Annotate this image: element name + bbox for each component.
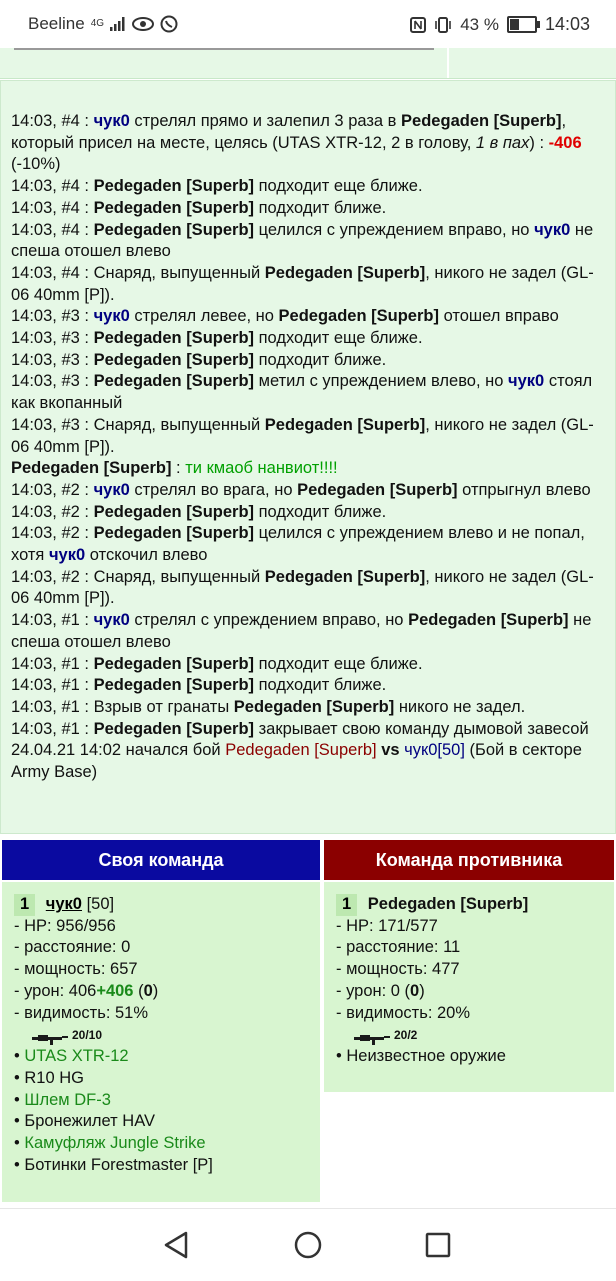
enemy-team-title: Команда противника [375, 849, 563, 870]
player-name[interactable]: чук0 [93, 480, 130, 499]
log-text: (Бой в секторе Army Base) [11, 741, 582, 782]
rifle-icon [354, 1034, 390, 1046]
player-number: 1 [336, 894, 357, 916]
equipment-item-label: R10 HG [24, 1068, 84, 1087]
enemy-hp: - HP: 171/577 [336, 916, 438, 935]
player-number: 1 [14, 894, 35, 916]
log-text: 14:03, #4 : [11, 198, 94, 217]
log-text: 14:03, #2 : Снаряд, выпущенный [11, 567, 265, 586]
bullet-icon: • [14, 1068, 25, 1087]
log-text: 14:03, #3 : [11, 307, 94, 326]
damage-value: -406 [548, 133, 582, 152]
enemy-name[interactable]: Pedegaden [Superb] [225, 741, 377, 760]
own-hp: - HP: 956/956 [14, 916, 116, 935]
log-text: подходит ближе. [254, 676, 387, 695]
enemy-visibility: - видимость: 20% [336, 1003, 471, 1022]
log-text: стрелял с упреждением вправо, но [129, 611, 409, 630]
signal-icon [110, 17, 126, 31]
own-team-panel [2, 882, 320, 1202]
status-right [410, 14, 590, 35]
log-text: стоял как вкопанный [11, 372, 593, 413]
log-text: 14:03, #1 : [11, 611, 94, 630]
own-player-level: [50] [86, 895, 115, 913]
log-text: метил с упреждением влево, но [254, 372, 509, 391]
enemy-name[interactable]: Pedegaden [Superb] [93, 198, 255, 217]
player-name[interactable]: чук0 [93, 307, 130, 326]
enemy-name[interactable]: Pedegaden [Superb] [297, 480, 458, 499]
log-text: стрелял прямо и залепил 3 раза в [129, 112, 402, 130]
own-team-header [2, 840, 320, 880]
player-name[interactable]: чук0 [508, 372, 545, 391]
log-text: подходит еще ближе. [254, 177, 423, 196]
equipment-item[interactable] [14, 1133, 320, 1155]
log-text: 14:03, #1 : [11, 719, 94, 738]
enemy-name[interactable]: Pedegaden [Superb] [93, 654, 255, 673]
log-text: 14:03, #4 : [11, 220, 94, 239]
enemy-name[interactable]: Pedegaden [Superb] [93, 329, 255, 348]
enemy-name[interactable]: Pedegaden [Superb] [93, 177, 255, 196]
log-text: 14:03, #2 : [11, 524, 94, 543]
enemy-player-name[interactable]: Pedegaden [Superb] [367, 895, 529, 913]
enemy-name[interactable]: Pedegaden [Superb] [93, 220, 255, 239]
log-text: стрелял во врага, но [129, 480, 298, 499]
navigation-bar [0, 1208, 616, 1281]
log-text: отошел вправо [438, 307, 559, 326]
enemy-team-panel [324, 882, 614, 1092]
back-icon [162, 1230, 190, 1260]
log-text: подходит еще ближе. [254, 329, 423, 348]
vibrate-icon [434, 17, 452, 33]
battery-percent: 43 % [460, 14, 499, 34]
enemy-name[interactable]: Pedegaden [Superb] [233, 697, 395, 716]
status-left [28, 14, 178, 34]
own-power: - мощность: 657 [14, 960, 138, 979]
enemy-name[interactable]: Pedegaden [Superb] [93, 676, 255, 695]
equipment-item[interactable] [14, 1068, 320, 1090]
log-text: отпрыгнул влево [457, 480, 591, 499]
enemy-player-row [336, 894, 614, 916]
log-text: 14:03, #2 : [11, 480, 94, 499]
enemy-damage: - урон: 0 (0) [336, 981, 425, 1000]
own-weapon-row [14, 1024, 320, 1046]
equipment-item[interactable] [336, 1046, 614, 1068]
player-name[interactable]: чук0 [93, 611, 130, 630]
enemy-name[interactable]: Pedegaden [Superb] [93, 350, 255, 369]
player-name[interactable]: чук0[50] [404, 741, 465, 760]
player-name[interactable]: чук0 [534, 220, 571, 239]
log-text: закрывает свою команду дымовой завесой [254, 719, 589, 738]
home-button[interactable] [290, 1227, 326, 1263]
equipment-item-label: Неизвестное оружие [346, 1047, 506, 1066]
equipment-item-label: UTAS XTR-12 [24, 1047, 129, 1066]
home-icon [293, 1230, 323, 1260]
own-visibility: - видимость: 51% [14, 1003, 149, 1022]
battle-log [11, 111, 607, 784]
log-text: 14:03, #1 : [11, 676, 94, 695]
log-text: целился с упреждением влево и не попал, хотя [11, 524, 585, 565]
top-strip [0, 48, 616, 79]
own-ammo: 20/10 [72, 1027, 103, 1042]
log-text: не спеша отошел влево [11, 611, 592, 651]
equipment-item-label: Камуфляж Jungle Strike [24, 1134, 206, 1153]
status-bar [0, 0, 616, 48]
log-text: : [171, 459, 186, 478]
own-distance: - расстояние: 0 [14, 938, 131, 957]
equipment-item-label: Бронежилет HAV [24, 1112, 156, 1131]
bullet-icon: • [14, 1090, 25, 1109]
equipment-item[interactable] [14, 1111, 320, 1133]
log-text: 24.04.21 14:02 начался бой [11, 741, 226, 760]
bullet-icon: • [336, 1047, 347, 1066]
enemy-weapon-row [336, 1024, 614, 1046]
enemy-name[interactable]: Pedegaden [Superb] [11, 459, 172, 478]
log-text: , никого не задел (GL-06 40mm [P]). [11, 567, 594, 608]
chat-message: ти кмаоб нанвиот!!!! [185, 459, 338, 478]
clock: 14:03 [544, 14, 590, 34]
enemy-items-list [336, 1046, 614, 1068]
enemy-team-header [324, 840, 614, 880]
own-player-name-link[interactable]: чук0 [45, 895, 82, 913]
enemy-name[interactable]: Pedegaden [Superb] [93, 524, 255, 543]
whatsapp-icon [160, 15, 178, 33]
log-text: , который присел на месте, целясь (UTAS XTR-12, 2 в голову, [11, 112, 567, 152]
log-text: 14:03, #3 : [11, 329, 94, 348]
own-damage: - урон: 406+406 (0) [14, 981, 159, 1000]
log-text: 14:03, #3 : [11, 372, 94, 391]
log-text: 14:03, #4 : Снаряд, выпущенный [11, 263, 265, 282]
log-text: 14:03, #1 : [11, 654, 94, 673]
log-text: (-10%) [11, 155, 61, 174]
enemy-name[interactable]: Pedegaden [Superb] [408, 611, 569, 630]
enemy-name[interactable]: Pedegaden [Superb] [278, 307, 439, 326]
nfc-icon [410, 17, 426, 33]
enemy-power: - мощность: 477 [336, 960, 460, 979]
enemy-distance: - расстояние: 11 [336, 938, 461, 957]
log-text: 14:03, #3 : [11, 350, 94, 369]
log-text: подходит ближе. [254, 350, 387, 369]
equipment-item[interactable] [14, 1090, 320, 1112]
log-text: 14:03, #4 : [11, 177, 94, 196]
log-text: подходит ближе. [254, 198, 387, 217]
recents-button[interactable] [420, 1227, 456, 1263]
own-team-title: Своя команда [98, 849, 224, 870]
eye-icon [132, 17, 154, 31]
carrier-label: Beeline [28, 14, 85, 33]
back-button[interactable] [158, 1227, 194, 1263]
network-type: 4G [90, 18, 105, 29]
log-text: подходит еще ближе. [254, 654, 423, 673]
equipment-item[interactable] [14, 1046, 320, 1068]
own-player-row [14, 894, 320, 916]
enemy-ammo: 20/2 [394, 1027, 418, 1042]
log-text: подходит ближе. [254, 502, 387, 521]
log-text: , никого не задел (GL-06 40mm [P]). [11, 415, 594, 456]
battle-log-panel [0, 80, 616, 834]
player-name[interactable]: чук0 [93, 112, 130, 130]
enemy-name[interactable]: Pedegaden [Superb] [264, 567, 426, 586]
battery-icon [507, 16, 537, 33]
log-text: 14:03, #3 : Снаряд, выпущенный [11, 415, 265, 434]
column-separator [447, 48, 449, 78]
bullet-icon: • [14, 1047, 25, 1066]
log-text: не спеша отошел влево [11, 220, 594, 261]
log-text: 14:03, #4 : [11, 112, 94, 130]
bullet-icon: • [14, 1112, 25, 1131]
bullet-icon: • [14, 1155, 25, 1174]
equipment-item[interactable] [14, 1155, 320, 1177]
bullet-icon: • [14, 1134, 25, 1153]
equipment-item-label: Шлем DF-3 [24, 1090, 111, 1109]
player-name[interactable]: чук0 [48, 546, 86, 565]
enemy-name[interactable]: Pedegaden [Superb] [93, 719, 255, 738]
enemy-name[interactable]: Pedegaden [Superb] [93, 502, 255, 521]
log-text: 14:03, #2 : [11, 502, 94, 521]
divider [14, 48, 434, 50]
log-text: целился с упреждением вправо, но [254, 220, 535, 239]
equipment-item-label: Ботинки Forestmaster [P] [24, 1155, 213, 1174]
own-items-list [14, 1046, 320, 1176]
enemy-name[interactable]: Pedegaden [Superb] [264, 415, 426, 434]
log-text: отскочил влево [85, 546, 208, 565]
enemy-name[interactable]: Pedegaden [Superb] [264, 263, 426, 282]
log-text: ) : [529, 133, 549, 152]
log-text: никого не задел. [394, 697, 526, 716]
log-text: , никого не задел (GL-06 40mm [P]). [11, 263, 594, 304]
log-text: стрелял левее, но [129, 307, 279, 326]
log-text: 1 в пах [475, 133, 530, 152]
enemy-name[interactable]: Pedegaden [Superb] [93, 372, 255, 391]
recents-icon [424, 1231, 452, 1259]
log-text: 14:03, #1 : Взрыв от гранаты [11, 697, 234, 716]
rifle-icon [32, 1034, 68, 1046]
enemy-name[interactable]: Pedegaden [Superb] [401, 112, 562, 130]
log-text: vs [381, 741, 400, 760]
